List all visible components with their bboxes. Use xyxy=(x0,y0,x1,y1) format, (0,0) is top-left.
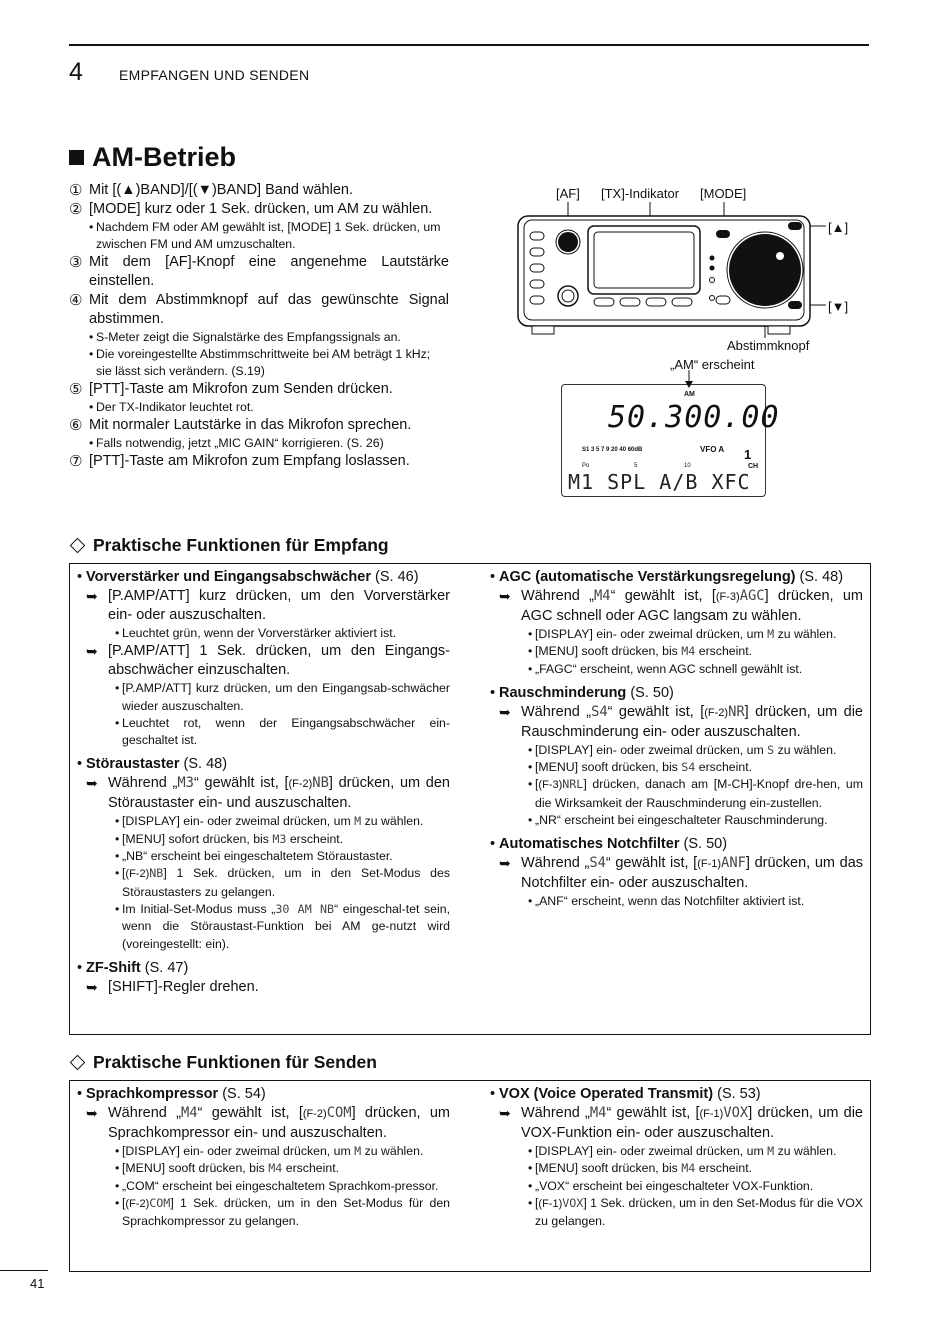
step-text: Mit dem [AF]-Knopf eine angenehme Lautstärke einstellen. xyxy=(89,254,449,289)
step-number: ⑥ xyxy=(69,417,83,434)
chapter-number: 4 xyxy=(69,58,83,86)
step-note: • S-Meter zeigt die Signalstärke des Empfangssignals an. • Die voreingestellte Abstimmschrittweite bei AM beträgt 1 kHz; sie lässt sich verändern. (S.19) xyxy=(89,330,431,378)
rx-item-heading: • AGC (automatische Verstärkungsregelung) (S. 48) xyxy=(489,569,844,585)
step-text: Mit normaler Lautstärke in das Mikrofon sprechen. xyxy=(89,417,412,433)
step-number: ④ xyxy=(69,292,83,309)
lcd-ten: 10 xyxy=(684,463,691,469)
step-note: • Der TX-Indikator leuchtet rot. xyxy=(89,400,254,414)
tx-item-heading: • Sprachkompressor (S. 54) xyxy=(76,1086,266,1102)
tx-left-column: • Sprachkompressor (S. 54) ➥ Während „M4“ gewählt ist, [(F-2)COM] drücken, um Sprachkompressor ein- und auszuschalten. • [DISPLAY] ein- oder zweimal drücken, um M zu wählen. • [MENU] sooft drücken, bis M4 erscheint. • „COM“ erscheint bei eingeschaltetem Sprachkom-pressor. • [(F-2)COM] 1 Sek. drücken, um in den Set-Modus für den Sprachkompressor zu gelangen. xyxy=(73,1085,450,1230)
diamond-icon xyxy=(70,1055,86,1071)
lcd-ch-label: CH xyxy=(748,463,759,470)
rx-item-heading: • Automatisches Notchfilter (S. 50) xyxy=(489,836,728,853)
header-rule xyxy=(69,44,869,46)
step-text: [PTT]-Taste am Mikrofon zum Senden drücken. xyxy=(89,381,393,397)
label-mode: [MODE] xyxy=(700,186,747,201)
rx-left-column: • Vorverstärker und Eingangsabschwächer (S. 46) ➥ [P.AMP/ATT] kurz drücken, um den Vorverstärker ein- oder auszuschalten. • Leuchtet grün, wenn der Vorverstärker aktiviert ist. ➥ [P.AMP/ATT] 1 Sek. drücken, um den Eingangs-abschwächer einzuschalten. • [P.AMP/ATT] kurz drücken, um den Eingangsab-schwächer wieder auszuschalten. • Leuchtet rot, wenn der Eingangsabschwächer ein-geschaltet ist. • Störaustaster (S. 48) ➥ Während „M3“ gewählt ist, [(F-2)NB] drücken, um den Störaustaster ein- und auszuschalten. • [DISPLAY] ein- oder zweimal drücken, um M zu wählen. • [MENU] sofort drücken, bis M3 erscheint. • „NB“ erscheint bei eingeschaltetem Störaustaster. • [(F-2)NB] 1 Sek. drücken, um in den Set-Modus des Störaustasters zu gelangen. • Im Initial-Set-Modus muss „30 AM NB“ eingeschal-tet sein, wenn die Störaustast-Funktion bei AM ge-nutzt wird (voreingestellt: ein). • ZF-Shift (S. 47) ➥ [SHIFT]-Regler drehen. xyxy=(73,568,450,997)
lcd-five: 5 xyxy=(634,463,638,469)
tx-functions-title: Praktische Funktionen für Senden xyxy=(93,1052,377,1072)
step-number: ⑤ xyxy=(69,381,83,398)
step-number: ② xyxy=(69,201,83,218)
step-1 xyxy=(69,181,449,200)
step-3 xyxy=(69,253,449,291)
radio-front-panel-illustration xyxy=(510,200,830,385)
steps-list xyxy=(69,181,449,471)
rx-functions-title: Praktische Funktionen für Empfang xyxy=(93,535,389,555)
label-tx-indicator: [TX]-Indikator xyxy=(601,186,680,201)
label-up: [▲] xyxy=(828,220,849,235)
rx-item-heading: • Vorverstärker und Eingangsabschwächer (S. 46) xyxy=(76,569,419,585)
step-text: Mit dem Abstimmknopf auf das gewünschte Signal abstimmen. xyxy=(89,292,449,327)
rx-item-heading: • ZF-Shift (S. 47) xyxy=(76,959,189,976)
step-text: [MODE] kurz oder 1 Sek. drücken, um AM zu wählen. xyxy=(89,201,433,217)
step-note: • Nachdem FM oder AM gewählt ist, [MODE] 1 Sek. drücken, um zwischen FM und AM umzuschalten. xyxy=(89,220,441,251)
label-down: [▼] xyxy=(828,299,849,314)
step-number: ① xyxy=(69,182,83,199)
step-text: Mit [(▲)BAND]/[(▼)BAND] Band wählen. xyxy=(89,182,353,198)
step-2 xyxy=(69,200,449,219)
step-number: ⑦ xyxy=(69,453,83,470)
square-bullet-icon xyxy=(69,150,84,165)
tx-right-column: • VOX (Voice Operated Transmit) (S. 53) ➥ Während „M4“ gewählt ist, [(F-1)VOX] drücken, um die VOX-Funktion ein- oder auszuschalten. • [DISPLAY] ein- oder zweimal drücken, um M zu wählen. • [MENU] sooft drücken, bis M4 erscheint. • „VOX“ erscheint bei eingeschalteter VOX-Funktion. • [(F-1)VOX] 1 Sek. drücken, um in den Set-Modus für die VOX zu gelangen. xyxy=(486,1085,863,1230)
lcd-channel: 1 xyxy=(744,447,752,462)
step-5 xyxy=(69,380,449,399)
rx-right-column: • AGC (automatische Verstärkungsregelung) (S. 48) ➥ Während „M4“ gewählt ist, [(F-3)AGC] drücken, um AGC schnell oder AGC langsam zu wählen. • [DISPLAY] ein- oder zweimal drücken, um M zu wählen. • [MENU] sooft drücken, bis M4 erscheint. • „FAGC“ erscheint, wenn AGC schnell gewählt ist. • Rauschminderung (S. 50) ➥ Während „S4“ gewählt ist, [(F-2)NR] drücken, um die Rauschminderung ein- oder auszuschalten. • [DISPLAY] ein- oder zweimal drücken, um S zu wählen. • [MENU] sooft drücken, bis S4 erscheint. • [(F-3)NRL] drücken, danach am [M-CH]-Knopf dre-hen, um die Wirksamkeit der Rauschminderung ein-zustellen. • „NR“ erscheint bei eingeschalteter Rauschminderung. • Automatisches Notchfilter (S. 50) ➥ Während „S4“ gewählt ist, [(F-1)ANF] drücken, um das Notchfilter ein- oder auszuschalten. • „ANF“ erscheint, wenn das Notchfilter aktiviert ist. xyxy=(486,568,863,911)
step-note: • Falls notwendig, jetzt „MIC GAIN“ korrigieren. (S. 26) xyxy=(89,436,384,450)
step-4 xyxy=(69,291,449,329)
lcd-frequency: 50.300.00 xyxy=(608,400,780,435)
rx-item-heading: • Störaustaster (S. 48) xyxy=(76,756,228,773)
lcd-mode: AM xyxy=(684,391,695,398)
diamond-icon xyxy=(70,538,86,554)
lcd-menu: M1 SPL A/B XFC xyxy=(568,470,751,494)
section-title-text: AM-Betrieb xyxy=(92,142,237,172)
footer-rule xyxy=(0,1270,48,1271)
label-af: [AF] xyxy=(556,186,580,201)
label-tuning-knob: Abstimmknopf xyxy=(727,338,810,353)
rx-functions-heading xyxy=(69,535,389,556)
lcd-po: Po xyxy=(582,463,590,469)
section-title xyxy=(69,142,236,173)
tx-functions-heading xyxy=(69,1052,377,1073)
page-number: 41 xyxy=(30,1276,45,1291)
lcd-vfo: VFO A xyxy=(700,445,725,454)
step-text: [PTT]-Taste am Mikrofon zum Empfang loslassen. xyxy=(89,453,410,469)
step-number: ③ xyxy=(69,254,83,271)
tx-item-heading: • VOX (Voice Operated Transmit) (S. 53) xyxy=(489,1086,761,1102)
am-arrow-icon xyxy=(679,370,699,390)
step-7 xyxy=(69,452,449,471)
chapter-title: EMPFANGEN UND SENDEN xyxy=(119,67,310,83)
rx-item-heading: • Rauschminderung (S. 50) xyxy=(489,684,674,701)
lcd-display xyxy=(561,384,780,497)
step-6 xyxy=(69,416,449,435)
label-am-appears: „AM“ erscheint xyxy=(670,357,755,372)
lcd-s-meter-scale: S1 3 5 7 9 20 40 60dB xyxy=(582,447,643,453)
